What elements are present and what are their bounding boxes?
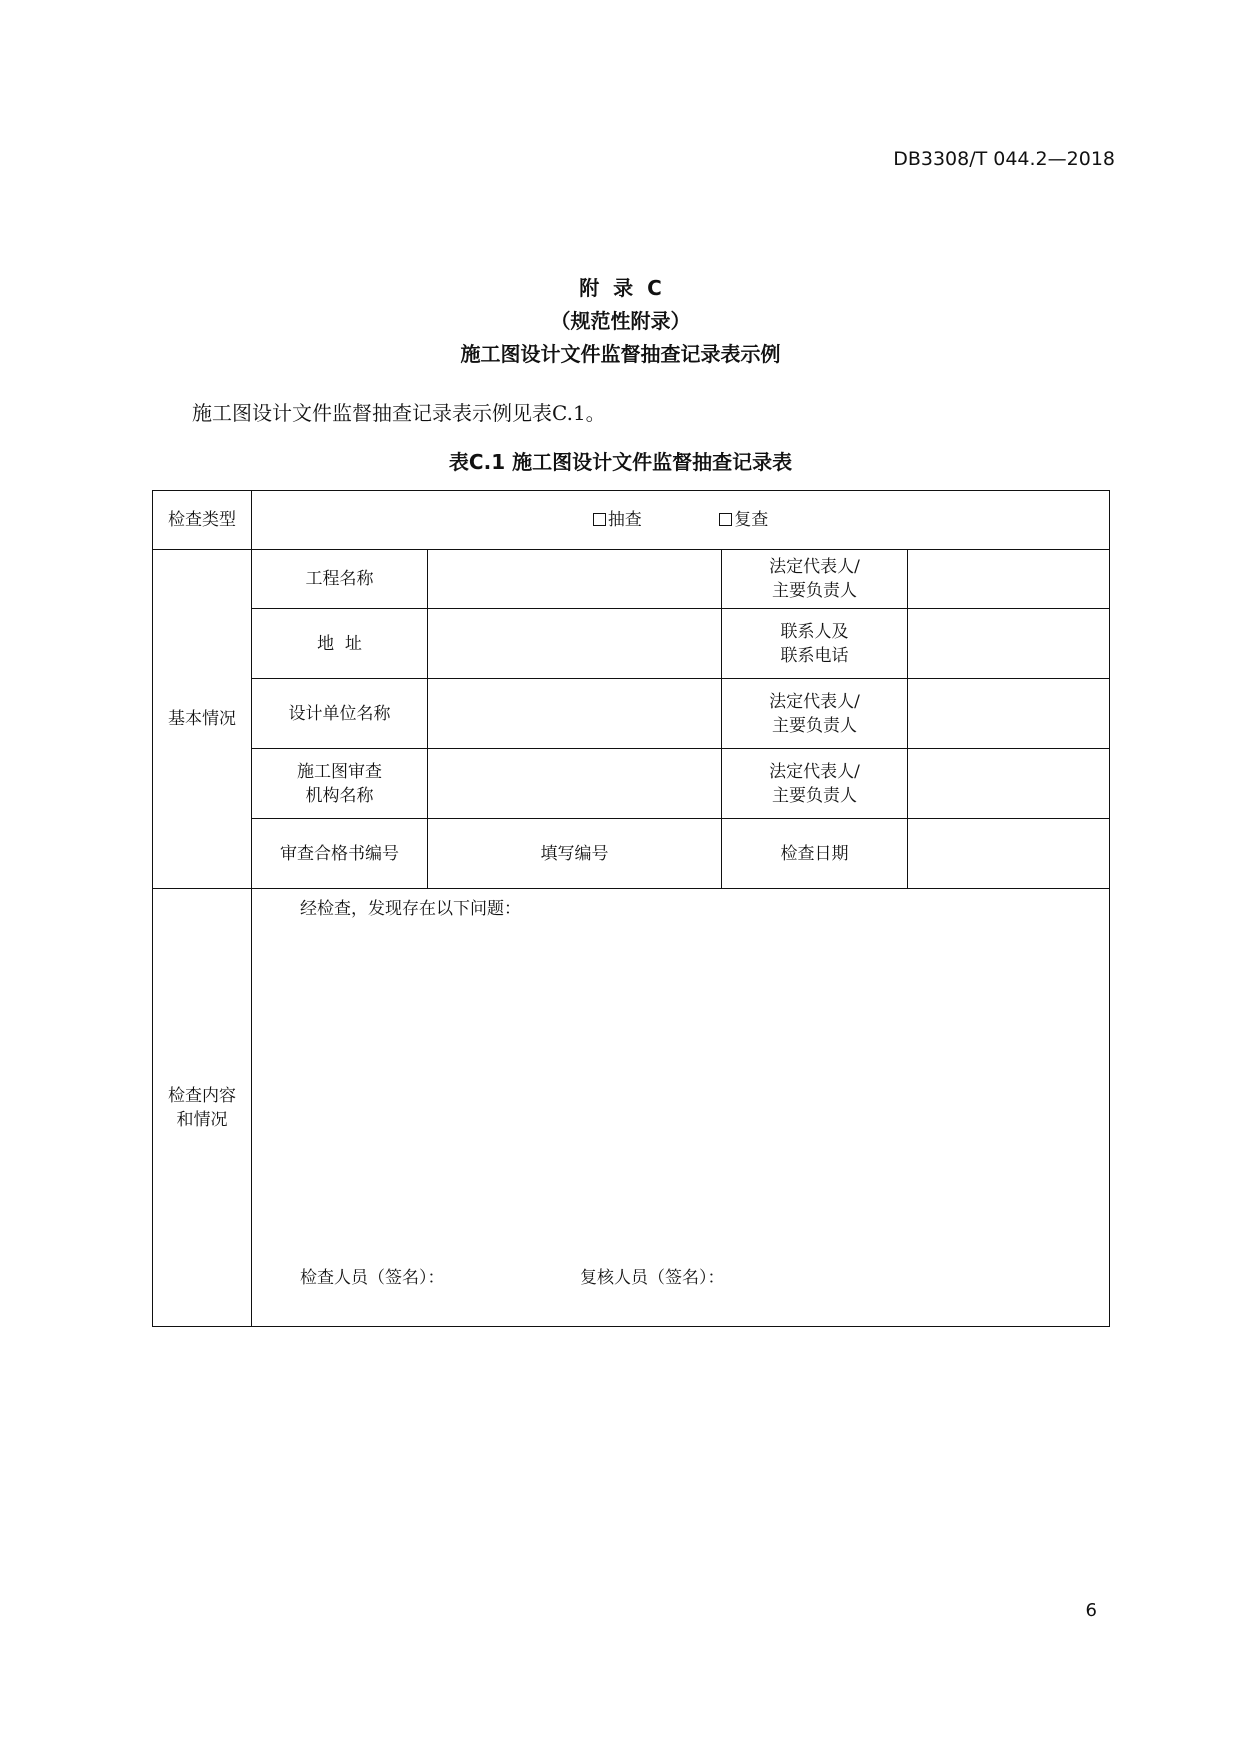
checkbox-spot-check[interactable]	[593, 513, 606, 526]
design-unit-label: 设计单位名称	[252, 679, 428, 749]
table-row	[153, 749, 1110, 819]
label-line: 法定代表人/	[769, 691, 860, 712]
basic-info-label: 基本情况	[153, 550, 252, 889]
address-label: 地 址	[252, 609, 428, 679]
label-line: 施工图审查	[297, 761, 382, 782]
inspection-date-field[interactable]	[908, 819, 1110, 889]
table-row	[153, 609, 1110, 679]
inspector-signature: 检查人员（签名）：	[300, 1268, 445, 1288]
contact-field[interactable]	[908, 609, 1110, 679]
option-label: 复查	[734, 510, 769, 530]
legal-rep-label	[722, 679, 908, 749]
appendix-name: 施工图设计文件监督抽查记录表示例	[460, 342, 781, 366]
contact-label	[722, 609, 908, 679]
content-label	[153, 889, 252, 1327]
inspection-type-label: 检查类型	[153, 491, 252, 550]
findings-prompt: 经检查，发现存在以下问题：	[300, 899, 521, 919]
label-line: 和情况	[176, 1109, 228, 1130]
option-spot-check[interactable]	[593, 508, 642, 532]
label-line: 检查内容	[168, 1085, 236, 1106]
review-org-legal-rep-field[interactable]	[908, 749, 1110, 819]
certificate-field[interactable]: 填写编号	[428, 819, 722, 889]
appendix-subtitle: （规范性附录）	[550, 309, 691, 333]
intro-paragraph: 施工图设计文件监督抽查记录表示例见表C.1。	[192, 401, 606, 425]
label-line: 机构名称	[305, 785, 374, 806]
review-org-field[interactable]	[428, 749, 722, 819]
project-name-field[interactable]	[428, 550, 722, 609]
label-line: 法定代表人/	[769, 557, 860, 577]
label-line: 主要负责人	[772, 715, 857, 736]
address-field[interactable]	[428, 609, 722, 679]
inspection-type-options	[252, 491, 1110, 550]
review-org-label	[252, 749, 428, 819]
legal-rep-field[interactable]	[908, 550, 1110, 609]
table-row	[153, 889, 1110, 1327]
document-code: DB3308/T 044.2—2018	[893, 148, 1115, 170]
inspection-record-table	[152, 490, 1110, 1327]
table-row	[153, 491, 1110, 550]
label-line: 主要负责人	[772, 785, 857, 806]
inspection-date-label: 检查日期	[722, 819, 908, 889]
table-caption: 表C.1 施工图设计文件监督抽查记录表	[448, 450, 793, 474]
legal-rep-label	[722, 550, 908, 609]
certificate-label: 审查合格书编号	[252, 819, 428, 889]
table-row	[153, 819, 1110, 889]
project-name-label: 工程名称	[252, 550, 428, 609]
findings-area[interactable]	[252, 889, 1110, 1327]
legal-rep-label	[722, 749, 908, 819]
checkbox-re-check[interactable]	[719, 513, 732, 526]
label-line: 主要负责人	[772, 581, 857, 601]
reviewer-signature: 复核人员（签名）：	[580, 1268, 725, 1288]
option-label: 抽查	[607, 510, 642, 530]
table-row	[153, 679, 1110, 749]
label-line: 联系人及	[780, 621, 849, 642]
design-unit-field[interactable]	[428, 679, 722, 749]
label-line: 联系电话	[780, 645, 849, 666]
option-re-check[interactable]	[719, 508, 768, 532]
label-line: 法定代表人/	[769, 761, 860, 782]
table-row	[153, 550, 1110, 609]
page-number: 6	[1085, 1600, 1097, 1621]
appendix-title: 附 录 C	[579, 276, 662, 300]
design-unit-legal-rep-field[interactable]	[908, 679, 1110, 749]
